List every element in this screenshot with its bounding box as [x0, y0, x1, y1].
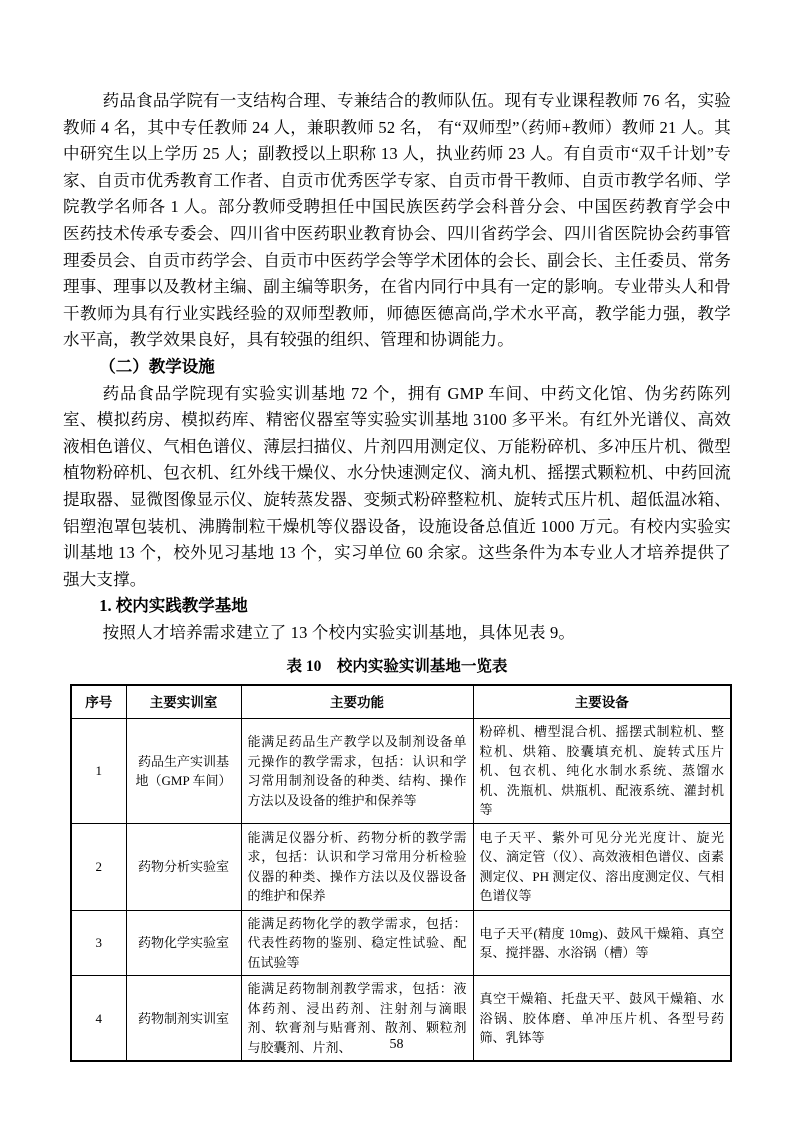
- column-header-function: 主要功能: [241, 685, 473, 719]
- room-function: 能满足药品生产教学以及制剂设备单元操作的教学需求，包括：认识和学习常用制剂设备的种类、结构、操作方法以及设备的维护和保养等: [241, 719, 473, 824]
- room-function: 能满足药物化学的教学需求，包括：代表性药物的鉴别、稳定性试验、配伍试验等: [241, 910, 473, 976]
- paragraph-facilities: 药品食品学院现有实验实训基地 72 个，拥有 GMP 车间、中药文化馆、伪劣药陈列室、模拟药房、模拟药库、精密仪器室等实验实训基地 3100 多平米。有红外光谱仪、高效液相色谱仪、气相色谱仪、薄层扫描仪、片剂四用测定仪、万能粉碎机、多冲压片机、微型植物粉碎机、包衣机、红外线干燥仪、水分快速测定仪、滴丸机、摇摆式颗粒机、中药回流提取器、显微图像显示仪、旋转蒸发器、变频式粉碎整粒机、旋转式压片机、超低温冰箱、铝塑泡罩包装机、沸腾制粒干燥机等仪器设备，设施设备总值近 1000 万元。有校内实验实训基地 13 个，校外见习基地 13 个，实习单位 60 余家。这些条件为本专业人才培养提供了强大支撑。: [63, 383, 731, 589]
- room-name: 药物分析实验室: [126, 823, 241, 910]
- paragraph-faculty: 药品食品学院有一支结构合理、专兼结合的教师队伍。现有专业课程教师 76 名，实验教师 4 名，其中专任教师 24 人，兼职教师 52 名， 有“双师型”（药师+教师）教师 21 人。其中研究生以上学历 25 人；副教授以上职称 13 人，执业药师 23 人。有自贡市“双千计划”专家、自贡市优秀教育工作者、自贡市优秀医学专家、自贡市骨干教师、自贡市教学名师、学院教学名师各 1 人。部分教师受聘担任中国民族医药学会科普分会、中国医药教育学会中医药技术传承专委会、四川省中医药职业教育协会、四川省药学会、四川省医院协会药事管理委员会、自贡市药学会、自贡市中医药学会等学术团体的会长、副会长、主任委员、常务理事、理事以及教材主编、副主编等职务，在省内同行中具有一定的影响。专业带头人和骨干教师为具有行业实践经验的双师型教师，师德医德高尚,学术水平高，教学能力强，教学水平高，教学效果良好，具有较强的组织、管理和协调能力。: [63, 91, 731, 350]
- column-header-room: 主要实训室: [126, 685, 241, 719]
- paragraph-bases-intro: 按照人才培养需求建立了 13 个校内实验实训基地，具体见表 9。: [102, 622, 576, 642]
- room-equipment: 电子天平(精度 10mg)、鼓风干燥箱、真空泵、搅拌器、水浴锅（槽）等: [473, 910, 731, 976]
- row-number: 3: [71, 910, 126, 976]
- row-number: 4: [71, 976, 126, 1062]
- room-name: 药物化学实验室: [126, 910, 241, 976]
- table-header-row: [71, 685, 731, 719]
- room-equipment: 真空干燥箱、托盘天平、鼓风干燥箱、水浴锅、胶体磨、单冲压片机、各型号药筛、乳钵等: [473, 976, 731, 1062]
- heading-teaching-facilities: （二）教学设施: [99, 356, 215, 376]
- room-name: 药物制剂实训室: [126, 976, 241, 1062]
- room-function: 能满足药物制剂教学需求，包括：液体药剂、浸出药剂、注射剂与滴眼剂、软膏剂与贴膏剂、散剂、颗粒剂与胶囊剂、片剂、: [241, 976, 473, 1062]
- room-equipment: 粉碎机、槽型混合机、摇摆式制粒机、整粒机、烘箱、胶囊填充机、旋转式压片机、包衣机、纯化水制水系统、蒸馏水机、洗瓶机、烘瓶机、配液系统、灌封机等: [473, 719, 731, 824]
- heading-campus-practice-bases: 1. 校内实践教学基地: [99, 596, 248, 616]
- room-equipment: 电子天平、紫外可见分光光度计、旋光仪、滴定管（仪）、高效液相色谱仪、卤素测定仪、PH 测定仪、溶出度测定仪、气相色谱仪等: [473, 823, 731, 910]
- page-content: [63, 88, 731, 1062]
- row-number: 1: [71, 719, 126, 824]
- column-header-no: 序号: [71, 685, 126, 719]
- training-bases-table: [70, 684, 732, 1062]
- table-row: [71, 719, 731, 824]
- row-number: 2: [71, 823, 126, 910]
- room-function: 能满足仪器分析、药物分析的教学需求，包括：认识和学习常用分析检验仪器的种类、操作方法以及仪器设备的维护和保养: [241, 823, 473, 910]
- page-number: 58: [389, 1037, 404, 1052]
- column-header-equipment: 主要设备: [473, 685, 731, 719]
- room-name: 药品生产实训基地（GMP 车间）: [126, 719, 241, 824]
- table-row: [71, 910, 731, 976]
- table-caption: 表 10 校内实验实训基地一览表: [286, 658, 508, 676]
- table-row: [71, 823, 731, 910]
